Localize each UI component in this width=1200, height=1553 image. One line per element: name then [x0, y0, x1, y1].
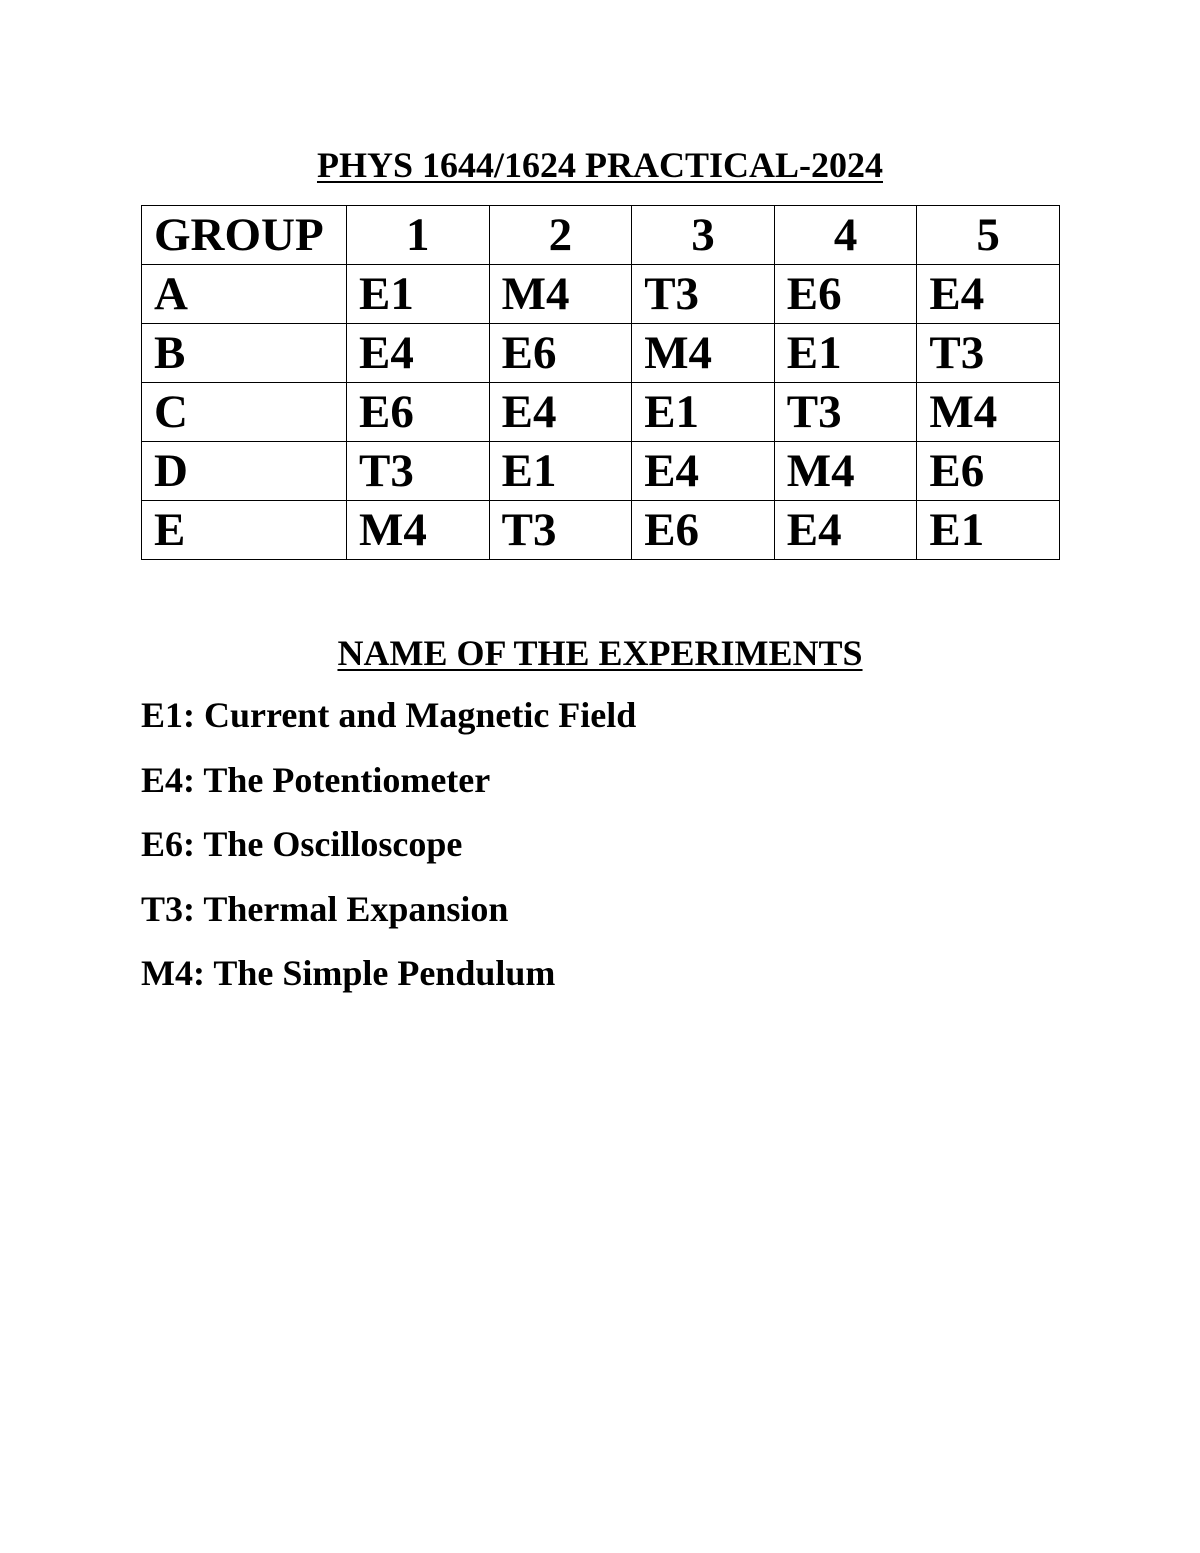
- table-cell: M4: [489, 265, 632, 324]
- table-cell: E6: [489, 324, 632, 383]
- experiments-heading: NAME OF THE EXPERIMENTS: [337, 633, 863, 673]
- table-cell: E1: [774, 324, 917, 383]
- header-group: GROUP: [142, 206, 347, 265]
- table-cell: E1: [489, 442, 632, 501]
- table-row: [142, 383, 1060, 442]
- experiment-item: E4: The Potentiometer: [141, 759, 491, 800]
- experiment-item: M4: The Simple Pendulum: [141, 953, 556, 993]
- table-cell: T3: [489, 501, 632, 560]
- table-cell: E4: [347, 324, 490, 383]
- group-label: A: [142, 265, 347, 324]
- table-row: [142, 501, 1060, 560]
- table-row: [142, 265, 1060, 324]
- experiment-item: E6: The Oscilloscope: [141, 824, 463, 864]
- table-cell: E6: [774, 265, 917, 324]
- table-cell: E1: [347, 265, 490, 324]
- table-cell: E4: [917, 265, 1060, 324]
- header-slot-5: 5: [917, 206, 1060, 265]
- schedule-table: [141, 205, 1060, 560]
- header-slot-2: 2: [489, 206, 632, 265]
- table-cell: E1: [632, 383, 775, 442]
- table-cell: T3: [917, 324, 1060, 383]
- header-slot-4: 4: [774, 206, 917, 265]
- table-cell: E6: [917, 442, 1060, 501]
- table-cell: M4: [632, 324, 775, 383]
- table-cell: M4: [774, 442, 917, 501]
- table-row: [142, 324, 1060, 383]
- experiments-list: [141, 690, 636, 1013]
- group-label: D: [142, 442, 347, 501]
- group-label: B: [142, 324, 347, 383]
- table-cell: M4: [347, 501, 490, 560]
- table-cell: E4: [632, 442, 775, 501]
- experiment-item: E1: Current and Magnetic Field: [141, 695, 637, 735]
- table-cell: E4: [774, 501, 917, 560]
- group-label: E: [142, 501, 347, 560]
- group-label: C: [142, 383, 347, 442]
- table-cell: M4: [917, 383, 1060, 442]
- page-title: PHYS 1644/1624 PRACTICAL-2024: [316, 145, 883, 185]
- table-row: [142, 442, 1060, 501]
- table-cell: E4: [489, 383, 632, 442]
- table-cell: T3: [347, 442, 490, 501]
- table-cell: E1: [917, 501, 1060, 560]
- table-header-row: [142, 206, 1060, 265]
- experiment-item: T3: Thermal Expansion: [141, 888, 509, 929]
- table-cell: T3: [774, 383, 917, 442]
- table-cell: E6: [347, 383, 490, 442]
- table-cell: E6: [632, 501, 775, 560]
- table-cell: T3: [632, 265, 775, 324]
- header-slot-1: 1: [347, 206, 490, 265]
- header-slot-3: 3: [632, 206, 775, 265]
